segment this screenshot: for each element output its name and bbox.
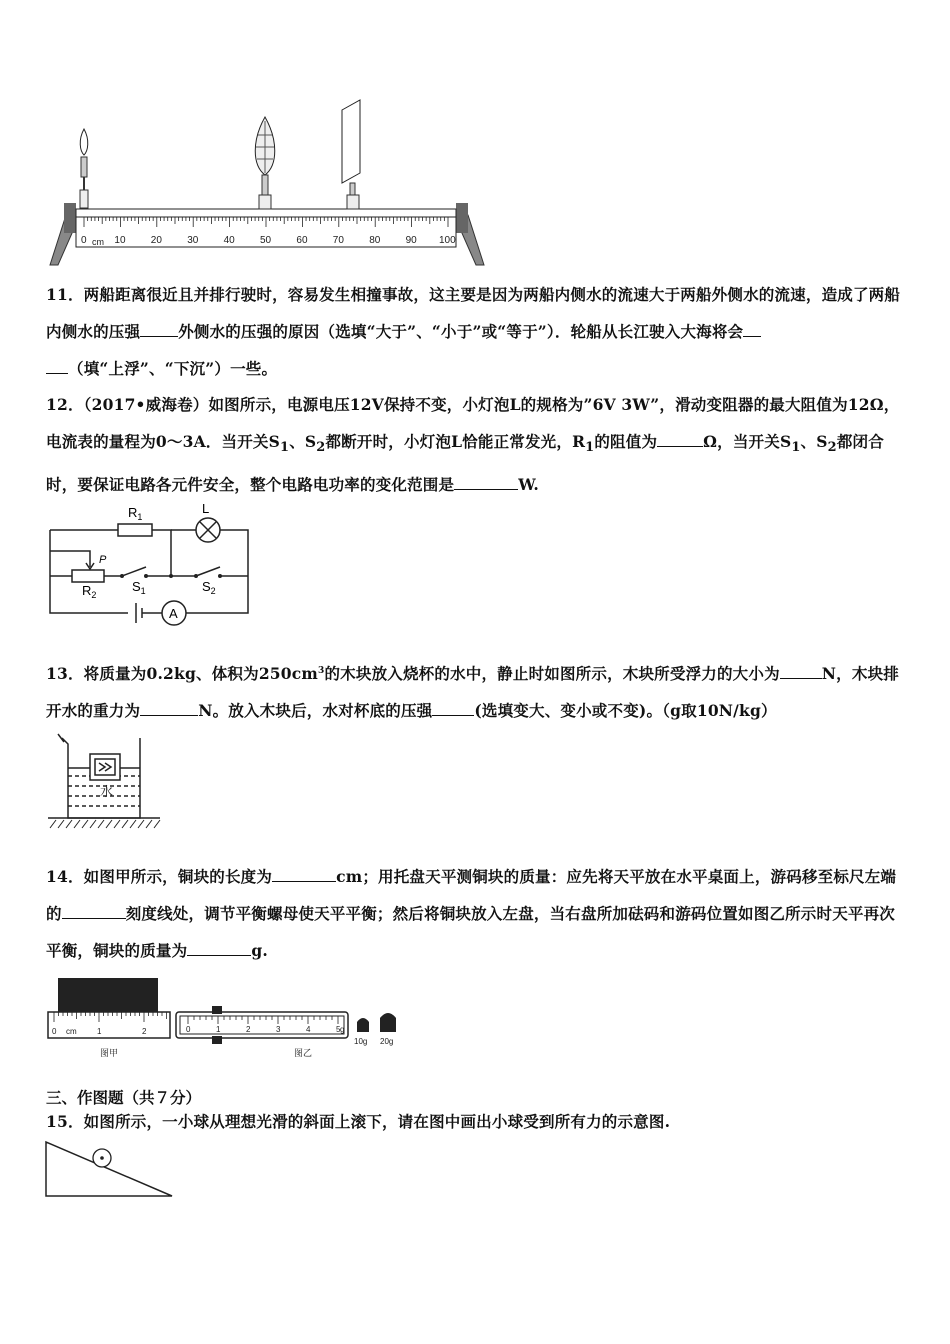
bench-tick-label: 50 bbox=[260, 235, 272, 246]
q12-blank-2[interactable] bbox=[454, 475, 518, 490]
q12-blank-1[interactable] bbox=[657, 432, 703, 447]
ruler-b-label: g bbox=[340, 1025, 345, 1034]
q12-sub-1a: 1 bbox=[280, 440, 290, 456]
weight-20g: 20g bbox=[380, 1037, 394, 1046]
bench-tick-label: 100 bbox=[439, 235, 456, 246]
q12-text-d: 的阻值为 bbox=[594, 432, 658, 451]
fig-a-label: 图甲 bbox=[100, 1048, 119, 1058]
q13-sup: 3 bbox=[318, 666, 325, 676]
q12-text-g: 都闭合时，要保证电路各元件安全，整个电路电功率的变化范围是 bbox=[46, 432, 884, 495]
bench-tick-label: 80 bbox=[369, 235, 381, 246]
q12-number: 12． bbox=[46, 395, 84, 414]
q14-text-b: cm；用托盘天平测铜块的质量：应先将天平放在水平桌面上，游码移至标尺左端的 bbox=[46, 867, 897, 923]
q13-text-e: (选填变大、变小或不变)。（g取10N/kg） bbox=[474, 701, 777, 721]
q15-text: 如图所示，一小球从理想光滑的斜面上滚下，请在图中画出小球受到所有力的示意图. bbox=[83, 1112, 671, 1131]
ruler-b-label: 5 bbox=[336, 1025, 341, 1034]
q12-text-a: （2017•威海卷）如图所示，电源电压12V保持不变，小灯泡L的规格为”6V 3W”，滑动变阻器的最大阻值为12Ω，电流表的量程为0～3A．当开关S bbox=[46, 395, 900, 451]
q13-text-d: N。放入木块后，水对杯底的压强 bbox=[198, 701, 433, 721]
bench-tick-label: 60 bbox=[296, 235, 308, 246]
q12-sub-2a: 2 bbox=[316, 440, 326, 456]
q12-text-e: Ω，当开关S bbox=[703, 432, 792, 451]
question-12 bbox=[46, 386, 906, 503]
q11-blank-2-cont bbox=[46, 359, 68, 374]
q13-text-c: N，木块排开水的重力为 bbox=[46, 664, 899, 721]
label-r1: $R_1$ bbox=[128, 505, 143, 522]
ruler-b-label: 0 bbox=[186, 1025, 191, 1034]
label-s1: $S_1$ bbox=[132, 579, 146, 596]
q12-sub-1c: 1 bbox=[791, 440, 801, 456]
label-ammeter: A bbox=[169, 606, 178, 621]
bench-tick-label: 40 bbox=[223, 235, 235, 246]
bench-tick-label: 30 bbox=[187, 235, 199, 246]
q13-text-b: 的木块放入烧杯的水中，静止时如图所示，木块所受浮力的大小为 bbox=[324, 664, 780, 684]
q12-sub-1b: 1 bbox=[585, 440, 595, 456]
label-lamp: L bbox=[202, 501, 210, 516]
q14-blank-1[interactable] bbox=[272, 867, 336, 882]
section-3-title: 三、作图题（共７分） bbox=[46, 1088, 202, 1107]
bench-tick-label: 70 bbox=[332, 235, 344, 246]
circuit-figure bbox=[44, 497, 259, 632]
bench-tick-label: 0 bbox=[81, 235, 87, 246]
incline-figure bbox=[44, 1138, 176, 1200]
q14-text-d: g. bbox=[251, 941, 268, 960]
q11-number: 11． bbox=[46, 285, 84, 304]
bench-unit-label: cm bbox=[92, 237, 104, 247]
fig-b-label: 图乙 bbox=[294, 1048, 313, 1058]
beaker-figure bbox=[44, 732, 164, 832]
q12-text-f: 、S bbox=[800, 432, 828, 451]
q14-number: 14． bbox=[46, 867, 84, 886]
q14-blank-2[interactable] bbox=[62, 904, 126, 919]
question-15 bbox=[46, 1103, 906, 1140]
ruler-b-label: 3 bbox=[276, 1025, 281, 1034]
ruler-a-label: cm bbox=[66, 1027, 77, 1036]
q13-text-a: 将质量为0.2kg、体积为250cm bbox=[83, 664, 319, 684]
q11-text-b: 外侧水的压强的原因（选填“大于”、“小于”或“等于”）．轮船从长江驶入大海将会 bbox=[178, 322, 744, 341]
q12-text-h: W. bbox=[518, 475, 539, 495]
ruler-b-label: 2 bbox=[246, 1025, 251, 1034]
ruler-a-label: 1 bbox=[97, 1027, 102, 1036]
q11-blank-1[interactable] bbox=[140, 322, 178, 337]
q13-number: 13． bbox=[46, 664, 84, 684]
water-label: 水 bbox=[100, 784, 114, 799]
bench-tick-label: 20 bbox=[150, 235, 162, 246]
ruler-b-label: 1 bbox=[216, 1025, 221, 1034]
label-r2: $R_2$ bbox=[82, 583, 97, 600]
q14-text-c: 刻度线处，调节平衡螺母使天平平衡；然后将铜块放入左盘，当右盘所加砝码和游码位置如图乙所示时天平再次平衡，铜块的质量为 bbox=[46, 904, 896, 960]
q11-text-a: 两船距离很近且并排行驶时，容易发生相撞事故，这主要是因为两船内侧水的流速大于两船外侧水的流速，造成了两船内侧水的压强 bbox=[46, 285, 901, 341]
q12-sub-2b: 2 bbox=[827, 440, 837, 456]
question-14 bbox=[46, 858, 906, 969]
optical-bench-figure bbox=[44, 95, 494, 270]
question-13 bbox=[46, 653, 906, 729]
q15-number: 15． bbox=[46, 1112, 84, 1131]
q13-blank-1[interactable] bbox=[780, 664, 822, 679]
bench-tick-label: 10 bbox=[114, 235, 126, 246]
q12-text-c: 都断开时，小灯泡L恰能正常发光，R bbox=[325, 432, 586, 451]
weight-10g: 10g bbox=[354, 1037, 368, 1046]
ruler-a-label: 0 bbox=[52, 1027, 57, 1036]
q11-blank-2[interactable] bbox=[743, 322, 761, 337]
q14-text-a: 如图甲所示，铜块的长度为 bbox=[83, 867, 273, 886]
q11-text-c: （填“上浮”、“下沉”）一些。 bbox=[68, 359, 278, 378]
q14-blank-3[interactable] bbox=[187, 941, 251, 956]
q12-text-b: 、S bbox=[289, 432, 317, 451]
label-s2: $S_2$ bbox=[202, 579, 216, 596]
question-11 bbox=[46, 276, 906, 387]
q13-blank-3[interactable] bbox=[432, 701, 474, 716]
ruler-a-label: 2 bbox=[142, 1027, 147, 1036]
label-p: P bbox=[99, 554, 107, 566]
bench-tick-label: 90 bbox=[405, 235, 417, 246]
ruler-balance-figure bbox=[44, 974, 414, 1064]
q13-blank-2[interactable] bbox=[140, 701, 198, 716]
ruler-b-label: 4 bbox=[306, 1025, 311, 1034]
